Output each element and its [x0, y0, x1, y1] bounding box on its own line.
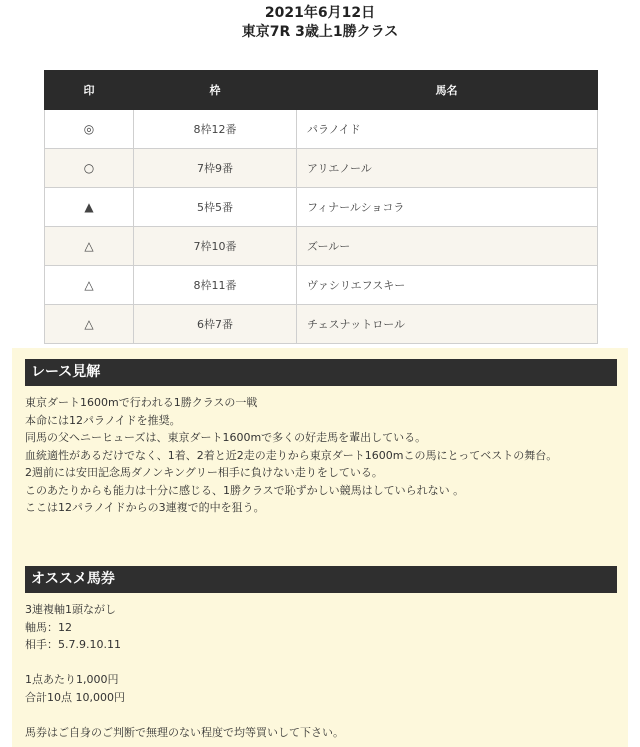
ticket-line: 相手：5.7.9.10.11 [25, 638, 121, 651]
analysis-line: 同馬の父ヘニーヒューズは、東京ダート1600mで多くの好走馬を輩出している。 [25, 431, 427, 444]
pick-horse-name: フィナールショコラ [297, 188, 598, 227]
tickets-heading: オススメ馬券 [25, 566, 617, 593]
analysis-heading: レース見解 [25, 359, 617, 386]
ticket-line: 軸馬：12 [25, 620, 72, 634]
pick-mark: ○ [45, 149, 134, 188]
pick-horse-name: アリエノール [297, 149, 598, 188]
table-header-row [45, 71, 598, 110]
pick-mark: △ [45, 266, 134, 305]
race-title: 東京7R 3歳上1勝クラス [241, 24, 399, 40]
page-header [0, 0, 640, 42]
pick-horse-name: パラノイド [297, 110, 598, 149]
pick-waku: 6枠7番 [134, 305, 297, 344]
pick-horse-name: ズールー [297, 227, 598, 266]
ticket-line-spacer [25, 654, 617, 672]
race-date: 2021年6月12日 [264, 5, 376, 21]
pick-mark: △ [45, 305, 134, 344]
pick-mark: △ [45, 227, 134, 266]
pick-mark: ◎ [45, 110, 134, 149]
tickets-body [25, 601, 617, 741]
ticket-line: 1点あたり1,000円 [25, 673, 119, 686]
header-mark: 印 [45, 71, 134, 110]
analysis-line: ここは12パラノイドからの3連複で的中を狙う。 [25, 501, 265, 514]
ticket-line: 3連複軸1頭ながし [25, 603, 116, 616]
table-row [45, 305, 598, 344]
analysis-line: 本命には12パラノイドを推奨。 [25, 413, 181, 427]
pick-waku: 7枠9番 [134, 149, 297, 188]
header-name: 馬名 [297, 71, 598, 110]
pick-horse-name: チェスナットロール [297, 305, 598, 344]
table-row [45, 110, 598, 149]
content-panel [12, 348, 628, 747]
analysis-line: このあたりからも能力は十分に感じる、1勝クラスで恥ずかしい競馬はしていられない 。 [25, 483, 465, 497]
ticket-line-spacer [25, 706, 617, 724]
analysis-line: 東京ダート1600mで行われる1勝クラスの一戦 [25, 396, 258, 409]
analysis-body [25, 394, 617, 517]
analysis-line: 血統適性があるだけでなく、1着、2着と近2走の走りから東京ダート1600mこの馬にとってベストの舞台。 [25, 448, 558, 462]
table-row [45, 149, 598, 188]
pick-waku: 7枠10番 [134, 227, 297, 266]
pick-waku: 5枠5番 [134, 188, 297, 227]
pick-waku: 8枠12番 [134, 110, 297, 149]
pick-mark: ▲ [45, 188, 134, 227]
header-waku: 枠 [134, 71, 297, 110]
table-row [45, 227, 598, 266]
picks-table [44, 70, 598, 344]
pick-horse-name: ヴァシリエフスキー [297, 266, 598, 305]
table-row [45, 266, 598, 305]
ticket-line: 馬券はご自身のご判断で無理のない程度で均等買いして下さい。 [25, 725, 344, 739]
table-row [45, 188, 598, 227]
analysis-line: 2週前には安田記念馬ダノンキングリー相手に負けない走りをしている。 [25, 466, 383, 479]
pick-waku: 8枠11番 [134, 266, 297, 305]
ticket-line: 合計10点 10,000円 [25, 690, 125, 704]
